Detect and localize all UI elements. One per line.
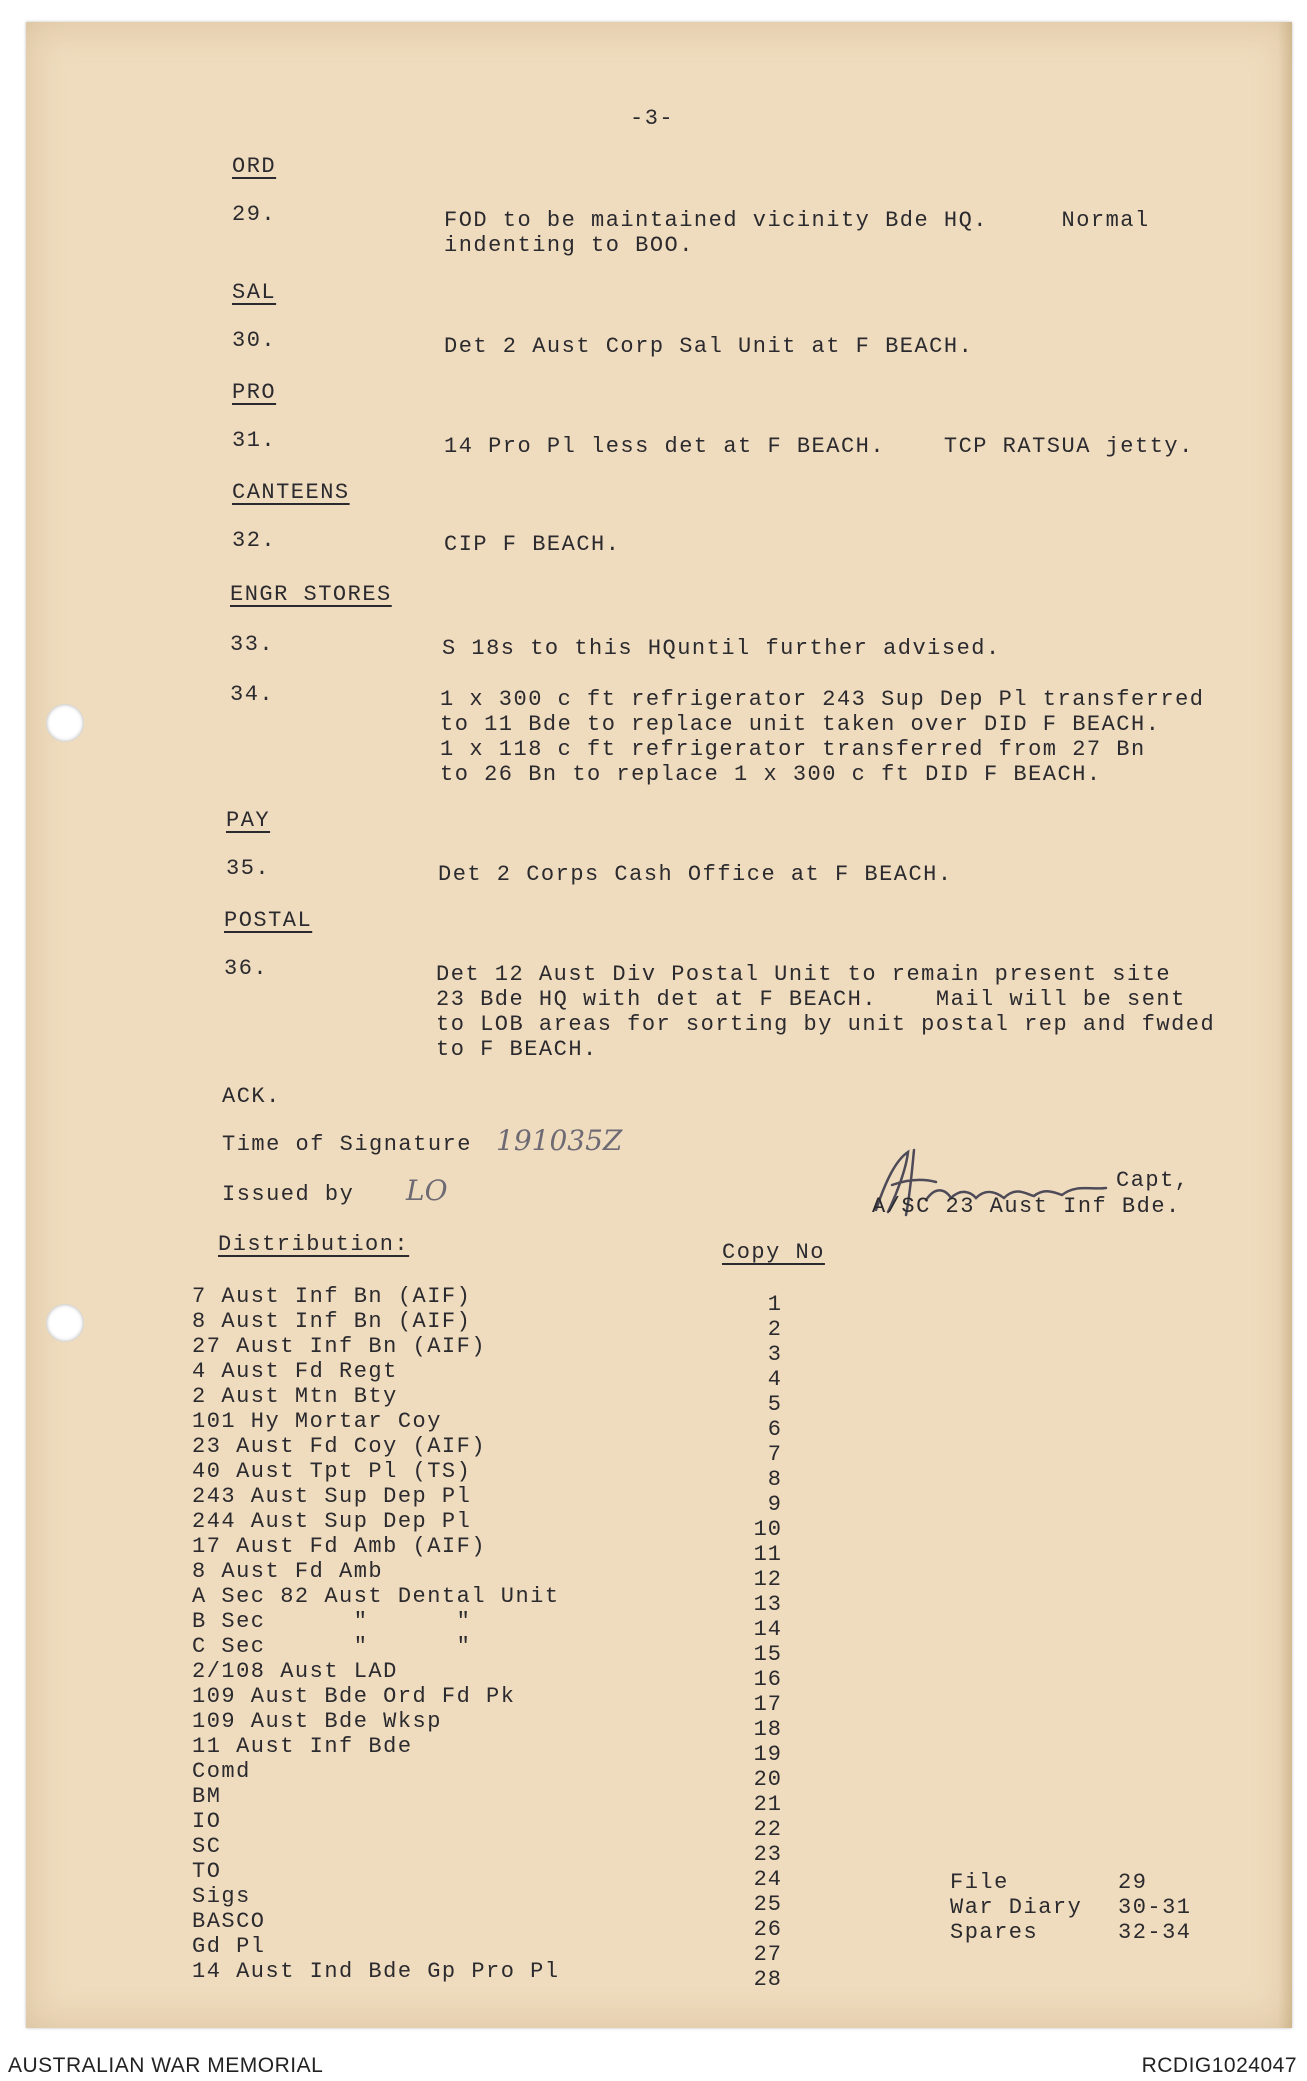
copy-number: 26 <box>753 1917 782 1942</box>
extra-copy-value: 32-34 <box>1118 1920 1192 1945</box>
para-29-line-1: FOD to be maintained vicinity Bde HQ. Normal <box>444 208 1150 233</box>
page-number: -3- <box>630 106 675 131</box>
para-36-line-1: Det 12 Aust Div Postal Unit to remain present site <box>436 962 1172 987</box>
issued-by-value: LO <box>406 1174 448 1207</box>
heading-postal: POSTAL <box>224 908 313 933</box>
copy-number: 17 <box>753 1692 782 1717</box>
extra-copy-row <box>950 1920 1192 1945</box>
para-number-31: 31. <box>232 428 277 453</box>
copy-number: 13 <box>753 1592 782 1617</box>
distribution-unit: 2 Aust Mtn Bty <box>192 1384 398 1409</box>
footer-institution: AUSTRALIAN WAR MEMORIAL <box>8 2054 324 2077</box>
copy-number: 14 <box>753 1617 782 1642</box>
heading-sal: SAL <box>232 280 277 305</box>
distribution-unit: 8 Aust Fd Amb <box>192 1559 384 1584</box>
distribution-unit: Sigs <box>192 1884 251 1909</box>
copy-number: 16 <box>753 1667 782 1692</box>
copy-number: 12 <box>753 1567 782 1592</box>
extra-copy-value: 29 <box>1118 1870 1148 1895</box>
para-number-36: 36. <box>224 956 269 981</box>
para-31-line-1: 14 Pro Pl less det at F BEACH. TCP RATSUA jetty. <box>444 434 1194 459</box>
ack-label: ACK. <box>222 1084 281 1109</box>
archive-footer <box>0 2050 1307 2081</box>
distribution-unit: 8 Aust Inf Bn (AIF) <box>192 1309 472 1334</box>
copy-number: 8 <box>767 1467 782 1492</box>
distribution-unit: SC <box>192 1834 222 1859</box>
para-34 <box>440 687 1205 787</box>
para-31 <box>444 434 1194 459</box>
punch-hole-top <box>46 704 84 742</box>
copy-number: 11 <box>753 1542 782 1567</box>
distribution-unit: 109 Aust Bde Ord Fd Pk <box>192 1684 516 1709</box>
extra-copy-label: Spares <box>950 1920 1039 1945</box>
document-sheet <box>26 22 1292 2028</box>
copy-number: 20 <box>753 1767 782 1792</box>
copy-number: 25 <box>753 1892 782 1917</box>
copy-number: 10 <box>753 1517 782 1542</box>
para-29 <box>444 208 1150 258</box>
distribution-unit: 243 Aust Sup Dep Pl <box>192 1484 472 1509</box>
copy-number: 24 <box>753 1867 782 1892</box>
distribution-label: Distribution: <box>218 1232 410 1257</box>
footer-record-id: RCDIG1024047 <box>1141 2054 1297 2077</box>
copy-number: 19 <box>753 1742 782 1767</box>
copy-number: 21 <box>753 1792 782 1817</box>
distribution-unit: IO <box>192 1809 222 1834</box>
para-34-line-4: to 26 Bn to replace 1 x 300 c ft DID F BEACH. <box>440 762 1102 787</box>
para-35 <box>438 862 953 887</box>
copy-number: 22 <box>753 1817 782 1842</box>
distribution-unit: 11 Aust Inf Bde <box>192 1734 413 1759</box>
distribution-unit: 7 Aust Inf Bn (AIF) <box>192 1284 472 1309</box>
heading-engr-stores: ENGR STORES <box>230 582 392 607</box>
para-36-line-2: 23 Bde HQ with det at F BEACH. Mail will be sent <box>436 987 1186 1012</box>
para-number-34: 34. <box>230 682 275 707</box>
issued-by-label: Issued by <box>222 1182 355 1207</box>
copy-number: 5 <box>767 1392 782 1417</box>
copy-number: 28 <box>753 1967 782 1992</box>
para-33 <box>442 636 1001 661</box>
signature-rank: Capt, <box>1116 1168 1190 1193</box>
para-36 <box>436 962 1215 1062</box>
distribution-unit: 109 Aust Bde Wksp <box>192 1709 442 1734</box>
copy-number: 27 <box>753 1942 782 1967</box>
para-32 <box>444 532 620 557</box>
para-36-line-3: to LOB areas for sorting by unit postal rep and fwded <box>436 1012 1216 1037</box>
time-of-signature-value: 191035Z <box>496 1124 623 1157</box>
extra-copy-value: 30-31 <box>1118 1895 1192 1920</box>
para-number-32: 32. <box>232 528 277 553</box>
heading-pro: PRO <box>232 380 277 405</box>
heading-ord: ORD <box>232 154 277 179</box>
para-35-line-1: Det 2 Corps Cash Office at F BEACH. <box>438 862 953 887</box>
copy-number: 4 <box>767 1367 782 1392</box>
para-34-line-2: to 11 Bde to replace unit taken over DID F BEACH. <box>440 712 1161 737</box>
distribution-unit: 40 Aust Tpt Pl (TS) <box>192 1459 472 1484</box>
copy-number: 6 <box>767 1417 782 1442</box>
copy-number: 2 <box>767 1317 782 1342</box>
para-34-line-3: 1 x 118 c ft refrigerator transferred from 27 Bn <box>440 737 1146 762</box>
para-number-29: 29. <box>232 202 277 227</box>
distribution-list <box>192 1284 560 1984</box>
distribution-unit: 17 Aust Fd Amb (AIF) <box>192 1534 487 1559</box>
copy-number: 15 <box>753 1642 782 1667</box>
copy-number: 3 <box>767 1342 782 1367</box>
distribution-unit: 14 Aust Ind Bde Gp Pro Pl <box>192 1959 560 1984</box>
distribution-unit: TO <box>192 1859 222 1884</box>
para-36-line-4: to F BEACH. <box>436 1037 598 1062</box>
distribution-unit: 27 Aust Inf Bn (AIF) <box>192 1334 487 1359</box>
extra-copy-label: War Diary <box>950 1895 1083 1920</box>
extra-copy-row <box>950 1895 1192 1920</box>
para-number-35: 35. <box>226 856 271 881</box>
copy-number: 23 <box>753 1842 782 1867</box>
para-number-30: 30. <box>232 328 277 353</box>
distribution-unit: BASCO <box>192 1909 266 1934</box>
para-32-line-1: CIP F BEACH. <box>444 532 621 557</box>
extra-copy-row <box>950 1870 1192 1895</box>
distribution-unit: C Sec " " <box>192 1634 472 1659</box>
extra-copies-table <box>950 1870 1192 1945</box>
copy-number: 18 <box>753 1717 782 1742</box>
para-30 <box>444 334 973 359</box>
copy-number: 9 <box>767 1492 782 1517</box>
distribution-unit: A Sec 82 Aust Dental Unit <box>192 1584 560 1609</box>
distribution-unit: 101 Hy Mortar Coy <box>192 1409 442 1434</box>
extra-copy-label: File <box>950 1870 1009 1895</box>
time-of-signature-label: Time of Signature <box>222 1132 472 1157</box>
distribution-unit: B Sec " " <box>192 1609 472 1634</box>
copy-number: 7 <box>767 1442 782 1467</box>
para-number-33: 33. <box>230 632 275 657</box>
signature-appointment: A/SC 23 Aust Inf Bde. <box>872 1194 1181 1219</box>
copy-number-list <box>742 1292 782 1992</box>
distribution-unit: 2/108 Aust LAD <box>192 1659 398 1684</box>
distribution-unit: 4 Aust Fd Regt <box>192 1359 398 1384</box>
page-edge <box>1278 22 1292 2028</box>
distribution-unit: Gd Pl <box>192 1934 266 1959</box>
para-30-line-1: Det 2 Aust Corp Sal Unit at F BEACH. <box>444 334 974 359</box>
distribution-unit: 244 Aust Sup Dep Pl <box>192 1509 472 1534</box>
para-29-line-2: indenting to BOO. <box>444 233 694 258</box>
distribution-unit: Comd <box>192 1759 251 1784</box>
copy-no-label: Copy No <box>722 1240 825 1265</box>
distribution-unit: 23 Aust Fd Coy (AIF) <box>192 1434 487 1459</box>
heading-canteens: CANTEENS <box>232 480 350 505</box>
punch-hole-bottom <box>46 1304 84 1342</box>
heading-pay: PAY <box>226 808 271 833</box>
distribution-unit: BM <box>192 1784 222 1809</box>
para-34-line-1: 1 x 300 c ft refrigerator 243 Sup Dep Pl transferred <box>440 687 1205 712</box>
para-33-line-1: S 18s to this HQuntil further advised. <box>442 636 1001 661</box>
copy-number: 1 <box>767 1292 782 1317</box>
